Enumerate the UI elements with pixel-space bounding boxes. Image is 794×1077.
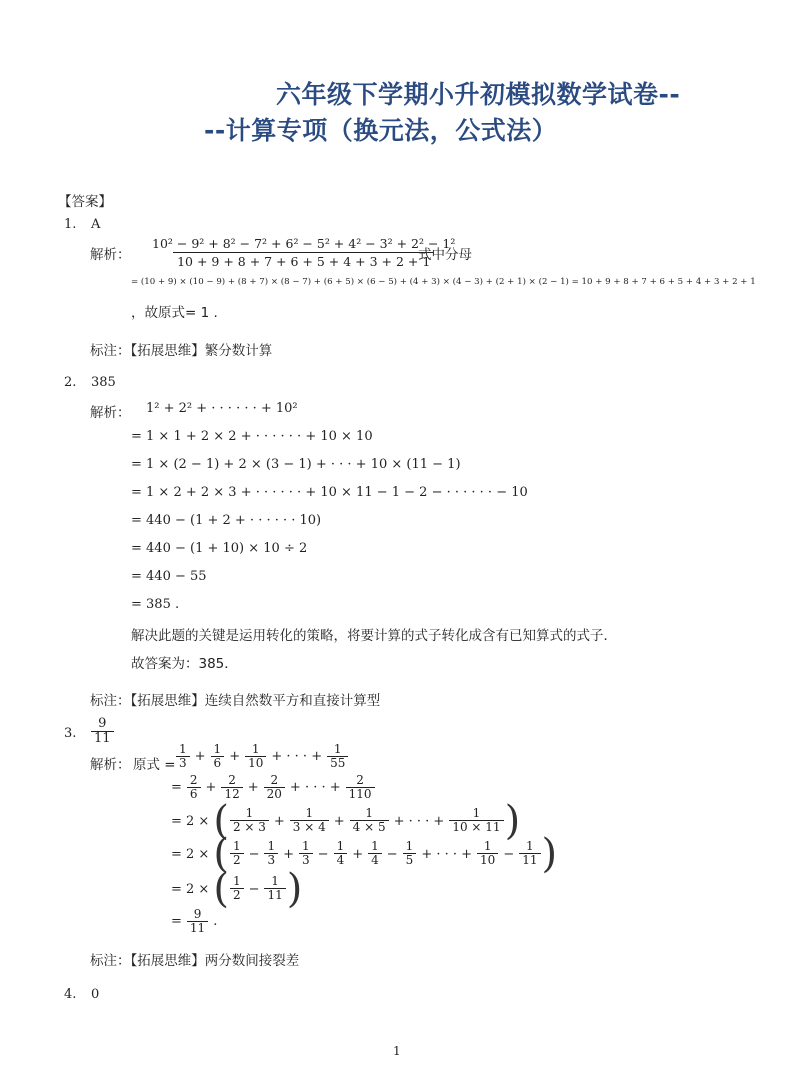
fraction-denominator: 20	[264, 787, 285, 802]
title-line-2: --计算专项（换元法，公式法）	[204, 116, 558, 145]
fraction-denominator: 11	[264, 888, 285, 903]
fraction-denominator: 11	[519, 853, 540, 868]
operator: +	[247, 780, 259, 796]
q2-step: = 1 × (2 − 1) + 2 × (3 − 1) + · · · + 10 × (11 − 1)	[131, 457, 461, 472]
fraction	[350, 807, 389, 835]
operator: +	[194, 749, 206, 765]
q2-step: = 440 − (1 + 2 + · · · · · · 10)	[131, 513, 322, 528]
q1-fraction-numerator: 10² − 9² + 8² − 7² + 6² − 5² + 4² − 3² + 2² − 1²	[152, 236, 456, 251]
fraction-numerator: 2	[356, 773, 364, 787]
fraction-denominator: 4	[334, 853, 348, 868]
fraction-denominator: 4 × 5	[350, 820, 389, 835]
fraction	[346, 774, 375, 802]
q1-long-line: = (10 + 9) × (10 − 9) + (8 + 7) × (8 − 7) + (6 + 5) × (6 − 5) + (4 + 3) × (4 − 3) + (2 + 1) × (2 − 1) = 10 + 9 + 8 + 7 + 6 + 5 + 4 + 3 + 2 + 1	[131, 277, 756, 287]
operator: =	[171, 914, 182, 930]
operator: −	[386, 846, 398, 862]
fraction	[299, 840, 313, 868]
fraction-numerator: 1	[271, 874, 279, 888]
q2-step: 1² + 2² + · · · · · · + 10²	[146, 401, 298, 416]
operator: +	[273, 813, 285, 829]
fraction-denominator: 2	[230, 853, 244, 868]
q3-row-2	[167, 774, 376, 802]
q1-fraction-denominator: 10 + 9 + 8 + 7 + 6 + 5 + 4 + 3 + 2 + 1	[173, 252, 434, 269]
q1-fraction	[148, 236, 459, 269]
fraction-numerator: 1	[232, 874, 241, 888]
fraction-numerator: 2	[189, 773, 198, 787]
parenthesis: )	[541, 831, 558, 877]
q2-step: = 1 × 1 + 2 × 2 + · · · · · · + 10 × 10	[131, 429, 373, 444]
fraction-denominator: 5	[403, 853, 417, 868]
fraction	[187, 774, 201, 802]
q1-conclusion: ，故原式= 1 .	[131, 305, 218, 321]
operator: −	[248, 881, 260, 897]
q3-lead: 原式 =	[133, 757, 176, 773]
fraction-numerator: 1	[526, 839, 534, 853]
q4-number: 4.	[64, 987, 77, 1002]
fraction-numerator: 1	[371, 839, 379, 853]
operator: +	[229, 749, 241, 765]
operator: + · · · +	[421, 846, 473, 862]
fraction-denominator: 3	[299, 853, 313, 868]
answer-header: 【答案】	[58, 194, 112, 210]
q3-row-1	[175, 743, 349, 771]
q3-tag-text: 【拓展思维】两分数间接裂差	[130, 953, 300, 969]
title-line-1: 六年级下学期小升初模拟数学试卷--	[276, 80, 681, 109]
fraction-denominator: 3	[264, 853, 278, 868]
fraction-numerator: 1	[333, 742, 342, 756]
q2-step: = 440 − (1 + 10) × 10 ÷ 2	[131, 541, 308, 556]
fraction-numerator: 1	[405, 839, 414, 853]
fraction-numerator: 1	[336, 839, 345, 853]
q2-tag-label: 标注：	[90, 693, 131, 709]
fraction	[264, 774, 285, 802]
fraction	[519, 840, 540, 868]
operator: + · · · +	[393, 813, 445, 829]
q1-answer: A	[91, 217, 101, 232]
operator: =	[171, 780, 182, 796]
q2-number: 2.	[64, 375, 77, 390]
fraction	[230, 840, 244, 868]
fraction-denominator: 3	[176, 756, 190, 771]
fraction-denominator: 12	[221, 787, 242, 802]
fraction-numerator: 2	[228, 773, 236, 787]
operator: −	[503, 846, 515, 862]
fraction-denominator: 11	[187, 921, 208, 936]
q1-tag-label: 标注：	[90, 343, 131, 359]
fraction	[403, 840, 417, 868]
parenthesis: (	[213, 798, 229, 844]
fraction-denominator: 6	[211, 756, 225, 771]
operator: +	[283, 846, 295, 862]
fraction-denominator: 3 × 4	[290, 820, 329, 835]
fraction-numerator: 2	[270, 773, 279, 787]
fraction-denominator: 2	[230, 888, 244, 903]
fraction-denominator: 55	[327, 756, 348, 771]
fraction	[245, 743, 266, 771]
q2-step: = 1 × 2 + 2 × 3 + · · · · · · + 10 × 11 − 1 − 2 − · · · · · · − 10	[131, 485, 528, 500]
q2-final-answer: 故答案为：385．	[131, 656, 238, 672]
fraction	[176, 743, 190, 771]
operator: = 2 ×	[171, 813, 210, 829]
fraction-denominator: 110	[346, 787, 375, 802]
fraction-denominator: 6	[187, 787, 201, 802]
fraction-numerator: 1	[483, 839, 492, 853]
parenthesis: )	[504, 798, 521, 844]
operator: + · · · +	[289, 780, 341, 796]
q2-step: = 440 − 55	[131, 569, 207, 584]
parenthesis: )	[286, 866, 303, 912]
fraction	[368, 840, 382, 868]
fraction	[264, 840, 278, 868]
fraction-numerator: 1	[305, 806, 314, 820]
operator: −	[248, 846, 260, 862]
q3-row-5	[167, 866, 303, 912]
parenthesis: (	[213, 831, 229, 877]
q1-fraction-suffix: 式中分母	[418, 247, 472, 263]
fraction-numerator: 9	[193, 907, 202, 921]
q3-answer-numerator: 9	[98, 716, 107, 731]
q2-tag-text: 【拓展思维】连续自然数平方和直接计算型	[130, 693, 381, 709]
operator: +	[352, 846, 364, 862]
q1-tag-text: 【拓展思维】繁分数计算	[130, 343, 273, 359]
fraction-numerator: 1	[365, 806, 373, 820]
q3-answer-denominator: 11	[91, 731, 114, 747]
fraction	[264, 875, 285, 903]
operator: +	[333, 813, 345, 829]
q3-row-6	[167, 908, 221, 936]
fraction-numerator: 1	[251, 742, 260, 756]
fraction	[334, 840, 348, 868]
fraction-numerator: 1	[245, 806, 254, 820]
q3-answer	[90, 717, 115, 747]
fraction	[230, 807, 269, 835]
fraction-numerator: 1	[302, 839, 310, 853]
fraction-denominator: 4	[368, 853, 382, 868]
q2-analysis-label: 解析：	[90, 405, 131, 421]
fraction	[290, 807, 329, 835]
fraction-denominator: 10	[245, 756, 266, 771]
q2-step: = 385 .	[131, 597, 180, 612]
fraction-numerator: 1	[179, 742, 187, 756]
q2-answer: 385	[91, 375, 116, 390]
q1-number: 1.	[64, 217, 77, 232]
fraction-numerator: 1	[472, 806, 481, 820]
page-number: 1	[393, 1044, 401, 1058]
fraction-denominator: 2 × 3	[230, 820, 269, 835]
fraction	[449, 807, 503, 835]
operator: .	[213, 914, 218, 930]
operator: + · · · +	[271, 749, 323, 765]
q3-analysis-label: 解析：	[90, 757, 131, 773]
q2-explanation: 解决此题的关键是运用转化的策略，将要计算的式子转化成含有已知算式的式子．	[131, 628, 617, 644]
operator: = 2 ×	[171, 846, 210, 862]
fraction-numerator: 1	[232, 839, 241, 853]
fraction-denominator: 10	[477, 853, 498, 868]
operator: = 2 ×	[171, 881, 210, 897]
fraction	[187, 908, 208, 936]
q1-tag	[90, 339, 272, 359]
q3-tag	[90, 949, 299, 969]
parenthesis: (	[213, 866, 229, 912]
fraction	[327, 743, 348, 771]
fraction-numerator: 1	[213, 742, 222, 756]
q3-tag-label: 标注：	[90, 953, 131, 969]
fraction	[477, 840, 498, 868]
q1-analysis-label: 解析：	[90, 247, 131, 263]
operator: −	[317, 846, 329, 862]
operator: +	[205, 780, 217, 796]
q2-tag	[90, 689, 380, 709]
fraction-numerator: 1	[267, 839, 276, 853]
fraction	[211, 743, 225, 771]
q3-number: 3.	[64, 726, 77, 741]
fraction	[230, 875, 244, 903]
fraction-denominator: 10 × 11	[449, 820, 503, 835]
q4-answer: 0	[91, 987, 100, 1002]
